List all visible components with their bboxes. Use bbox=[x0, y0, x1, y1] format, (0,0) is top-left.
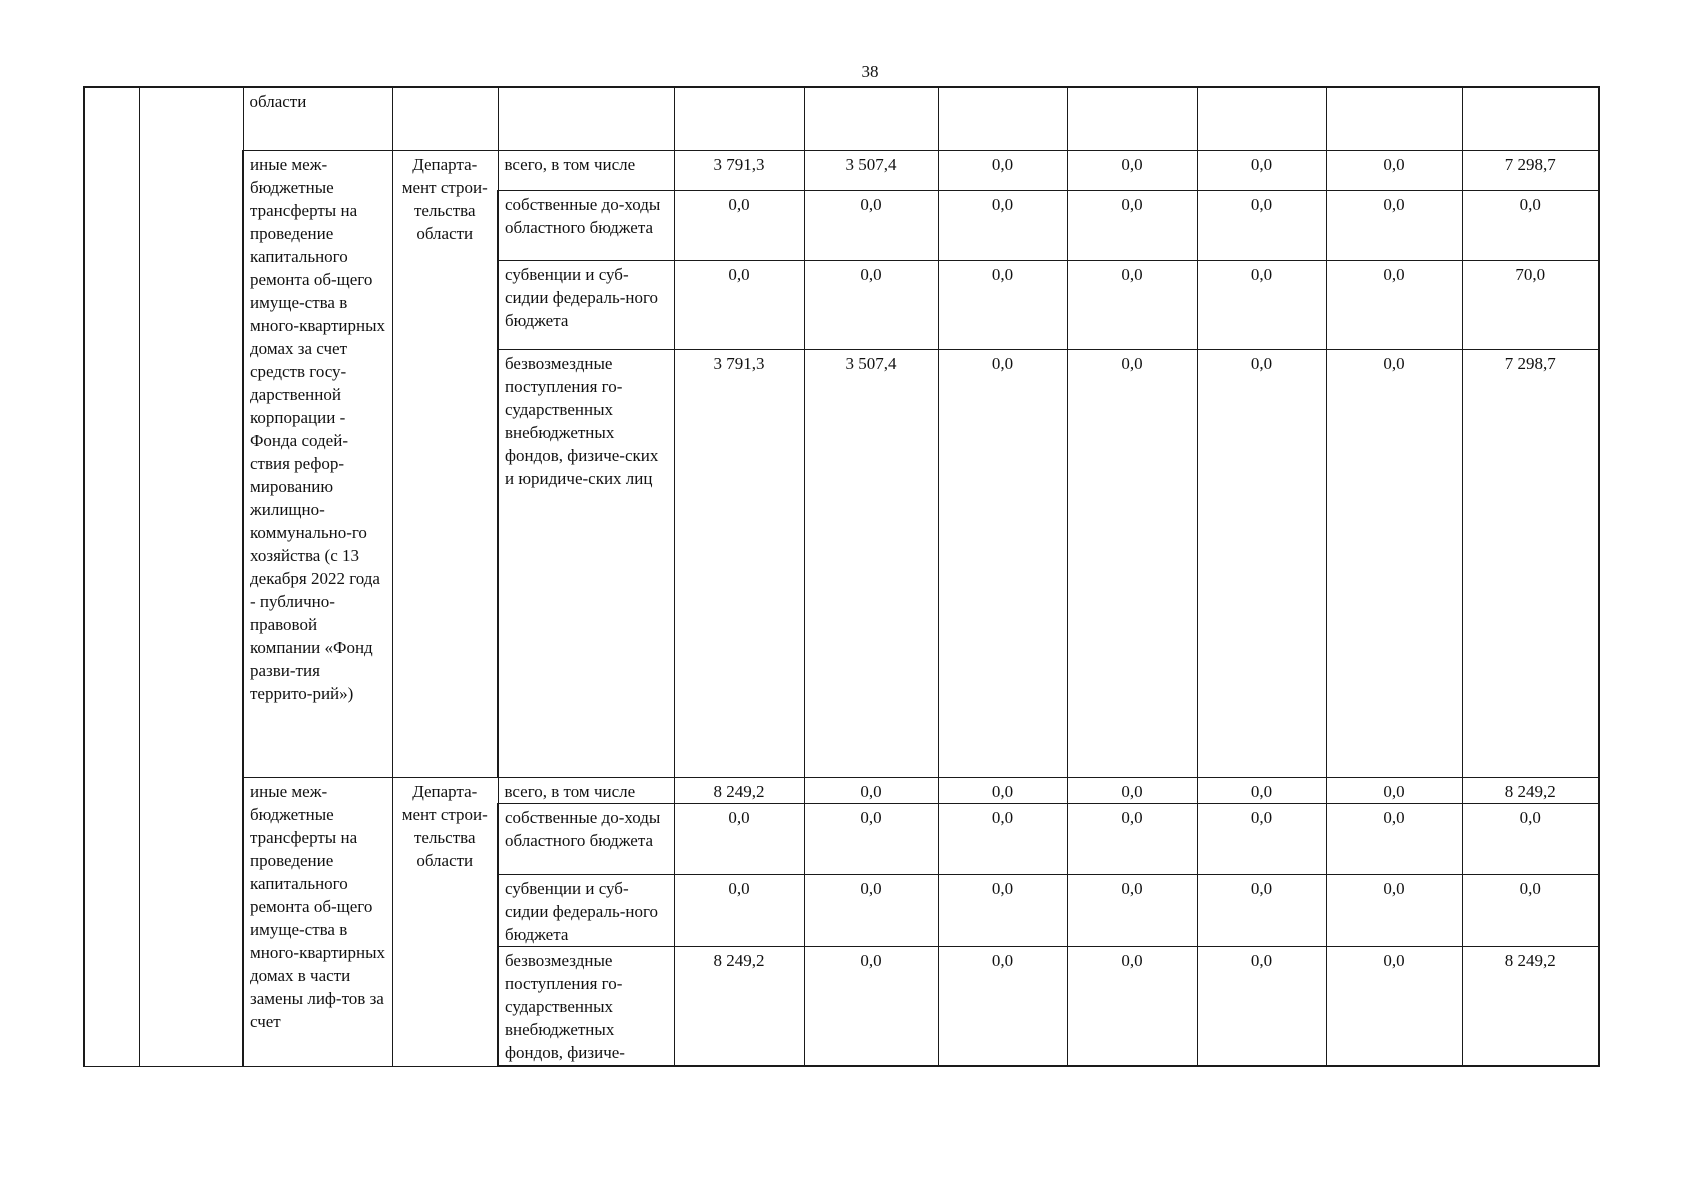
continuation-row bbox=[84, 87, 1599, 150]
value-cell: 0,0 bbox=[1326, 803, 1462, 874]
value-cell: 0,0 bbox=[804, 803, 938, 874]
value-cell: 0,0 bbox=[1067, 190, 1197, 260]
value-cell: 0,0 bbox=[804, 260, 938, 349]
value-cell: 0,0 bbox=[1197, 150, 1326, 190]
value-cell: 0,0 bbox=[1326, 190, 1462, 260]
empty-cell bbox=[804, 87, 938, 150]
value-cell: 0,0 bbox=[1067, 777, 1197, 803]
empty-cell bbox=[674, 87, 804, 150]
value-cell: 70,0 bbox=[1462, 260, 1599, 349]
empty-cell bbox=[1462, 87, 1599, 150]
value-cell: 0,0 bbox=[1326, 946, 1462, 1066]
empty-cell bbox=[1326, 87, 1462, 150]
page-number: 38 bbox=[861, 62, 879, 81]
section-description: иные меж-бюджетные трансферты на проведение капитального ремонта об-щего имуще-ства в много-квартирных домах за счет средств госу-дарственной корпорации - Фонда содей-ствия рефор-мированию жилищно-коммунально-го хозяйства (с 13 декабря 2022 года - публично-правовой компании «Фонд разви-тия террито-рий») bbox=[243, 150, 392, 777]
value-cell: 0,0 bbox=[1326, 874, 1462, 946]
value-cell: 7 298,7 bbox=[1462, 150, 1599, 190]
value-cell: 0,0 bbox=[1326, 777, 1462, 803]
empty-cell bbox=[938, 87, 1067, 150]
value-cell: 0,0 bbox=[938, 150, 1067, 190]
value-cell: 0,0 bbox=[1326, 260, 1462, 349]
value-cell: 8 249,2 bbox=[1462, 946, 1599, 1066]
section-department: Департа-мент строи-тельства области bbox=[392, 150, 498, 777]
value-cell: 0,0 bbox=[938, 946, 1067, 1066]
value-cell: 8 249,2 bbox=[674, 946, 804, 1066]
value-cell: 3 791,3 bbox=[674, 349, 804, 777]
value-cell: 0,0 bbox=[1067, 803, 1197, 874]
table-row bbox=[84, 150, 1599, 190]
value-cell: 0,0 bbox=[804, 190, 938, 260]
value-cell: 0,0 bbox=[938, 777, 1067, 803]
value-cell: 7 298,7 bbox=[1462, 349, 1599, 777]
funding-source: всего, в том числе bbox=[498, 777, 674, 803]
empty-cell bbox=[498, 87, 674, 150]
value-cell: 0,0 bbox=[1067, 349, 1197, 777]
value-cell: 0,0 bbox=[1326, 150, 1462, 190]
value-cell: 0,0 bbox=[1197, 349, 1326, 777]
section-department: Департа-мент строи-тельства области bbox=[392, 777, 498, 1066]
value-cell: 3 507,4 bbox=[804, 349, 938, 777]
value-cell: 0,0 bbox=[938, 190, 1067, 260]
value-cell: 0,0 bbox=[1462, 803, 1599, 874]
value-cell: 0,0 bbox=[1197, 803, 1326, 874]
value-cell: 0,0 bbox=[938, 349, 1067, 777]
value-cell: 0,0 bbox=[1197, 946, 1326, 1066]
value-cell: 0,0 bbox=[1067, 150, 1197, 190]
empty-cell bbox=[1197, 87, 1326, 150]
section-description: иные меж-бюджетные трансферты на проведение капитального ремонта об-щего имуще-ства в много-квартирных домах в части замены лиф-тов за счет bbox=[243, 777, 392, 1066]
funding-source: безвозмездные поступления го-сударственных внебюджетных фондов, физиче-ских и юридиче-ских лиц bbox=[498, 349, 674, 777]
value-cell: 0,0 bbox=[1462, 190, 1599, 260]
value-cell: 0,0 bbox=[674, 190, 804, 260]
value-cell: 0,0 bbox=[938, 260, 1067, 349]
value-cell: 0,0 bbox=[1197, 190, 1326, 260]
value-cell: 0,0 bbox=[674, 260, 804, 349]
value-cell: 0,0 bbox=[804, 946, 938, 1066]
value-cell: 0,0 bbox=[1462, 874, 1599, 946]
value-cell: 0,0 bbox=[1067, 260, 1197, 349]
value-cell: 0,0 bbox=[1067, 946, 1197, 1066]
value-cell: 0,0 bbox=[1326, 349, 1462, 777]
funding-source: безвозмездные поступления го-сударственных внебюджетных фондов, физиче- bbox=[498, 946, 674, 1066]
value-cell: 0,0 bbox=[804, 874, 938, 946]
value-cell: 0,0 bbox=[1197, 874, 1326, 946]
value-cell: 0,0 bbox=[674, 874, 804, 946]
value-cell: 0,0 bbox=[1197, 777, 1326, 803]
empty-cell bbox=[392, 87, 498, 150]
funding-source: собственные до-ходы областного бюджета bbox=[498, 803, 674, 874]
funding-source: субвенции и суб-сидии федераль-ного бюджета bbox=[498, 260, 674, 349]
subindex-cell bbox=[139, 87, 243, 1066]
budget-table bbox=[83, 86, 1600, 1067]
value-cell: 0,0 bbox=[938, 803, 1067, 874]
funding-source: всего, в том числе bbox=[498, 150, 674, 190]
value-cell: 3 791,3 bbox=[674, 150, 804, 190]
table-row bbox=[84, 777, 1599, 803]
continued-description: области bbox=[243, 87, 392, 150]
value-cell: 3 507,4 bbox=[804, 150, 938, 190]
value-cell: 0,0 bbox=[1197, 260, 1326, 349]
funding-source: субвенции и суб-сидии федераль-ного бюджета bbox=[498, 874, 674, 946]
value-cell: 0,0 bbox=[938, 874, 1067, 946]
empty-cell bbox=[1067, 87, 1197, 150]
funding-source: собственные до-ходы областного бюджета bbox=[498, 190, 674, 260]
value-cell: 0,0 bbox=[674, 803, 804, 874]
value-cell: 8 249,2 bbox=[1462, 777, 1599, 803]
index-cell bbox=[84, 87, 139, 1066]
value-cell: 8 249,2 bbox=[674, 777, 804, 803]
value-cell: 0,0 bbox=[804, 777, 938, 803]
value-cell: 0,0 bbox=[1067, 874, 1197, 946]
